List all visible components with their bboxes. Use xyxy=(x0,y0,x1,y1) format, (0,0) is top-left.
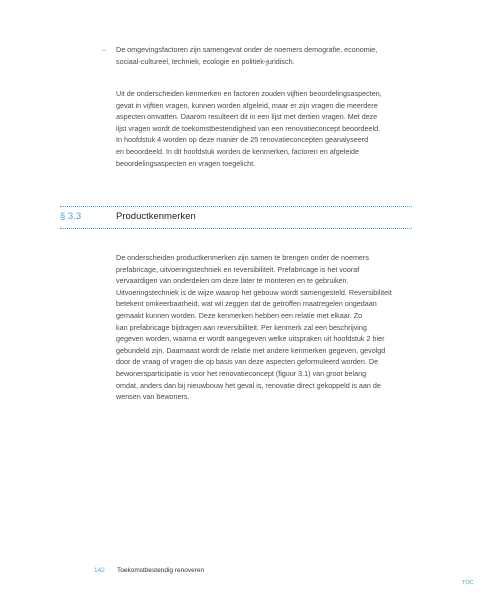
section-divider-top xyxy=(60,206,412,207)
bullet-line: De omgevingsfactoren zijn samengevat onder de noemers demografie, economie, xyxy=(116,45,378,54)
paragraph-line: door de vraag of vragen die op basis van deze aspecten geformuleerd worden. De xyxy=(116,357,379,367)
paragraph-productkenmerken xyxy=(116,252,408,403)
paragraph-line: Uit de onderscheiden kenmerken en factoren zouden vijftien beoordelingsaspecten, xyxy=(116,89,382,98)
paragraph-line: aspecten omvatten. Daarom resulteert dit in een lijst met dertien vragen. Met deze xyxy=(116,112,378,122)
footer-title: Toekomstbestendig renoveren xyxy=(117,567,205,574)
paragraph-line: In hoofdstuk 4 worden op deze manier de 25 renovatieconcepten geanalyseerd xyxy=(116,135,369,145)
bullet-text xyxy=(102,44,402,68)
paragraph-line: gemaakt kunnen worden. Deze kenmerken hebben een relatie met elkaar. Zo xyxy=(116,310,363,320)
paragraph-line: wensen van bewoners. xyxy=(116,392,190,402)
paragraph-line: vervaardigen van onderdelen om deze later te monteren en te gebruiken. xyxy=(116,276,349,286)
paragraph-line: kan prefabricage bijdragen aan reversibiliteit. Per kenmerk zal een beschrijving xyxy=(116,322,367,332)
section-number: § 3.3 xyxy=(60,211,82,222)
bullet-line: sociaal-cultureel, techniek, ecologie en politiek-juridisch. xyxy=(116,57,295,66)
bullet-dash: – xyxy=(102,45,106,54)
section-title: Productkenmerken xyxy=(116,211,196,222)
paragraph-line: gevat in vijftien vragen, kunnen worden afgeleid, maar er zijn vragen die meerdere xyxy=(116,100,378,110)
paragraph-line: De onderscheiden productkenmerken zijn samen te brengen onder de noemers xyxy=(116,253,369,262)
paragraph-line: prefabricage, uitvoeringstechniek en reversibiliteit. Prefabricage is het vooraf xyxy=(116,264,360,274)
toc-link[interactable]: TOC xyxy=(462,580,474,586)
paragraph-line: gebundeld zijn. Daarnaast wordt de relatie met andere kenmerken gegeven, gevolgd xyxy=(116,345,386,355)
paragraph-line: en beoordeeld. In dit hoofdstuk worden de kenmerken, factoren en afgeleide xyxy=(116,146,359,156)
paragraph-line: betekent omkeerbaarheid, wat wil zeggen dat de getroffen maatregelen ongedaan xyxy=(116,299,377,309)
paragraph-intro xyxy=(116,88,408,169)
page-number: 142 xyxy=(94,567,105,574)
paragraph-line: Uitvoeringstechniek is de wijze waarop het gebouw wordt samengesteld. Reversibiliteit xyxy=(116,287,392,297)
paragraph-line: lijst vragen wordt de toekomstbestendigheid van een renovatieconcept beoordeeld. xyxy=(116,123,381,133)
section-divider-bottom xyxy=(60,228,412,229)
paragraph-line: bewonersparticipatie is voor het renovatieconcept (figuur 3.1) van groot belang xyxy=(116,368,367,378)
paragraph-line: omdat, anders dan bij nieuwbouw het geval is, renovatie direct gekoppeld is aan de xyxy=(116,380,381,390)
paragraph-line: beoordelingsaspecten en vragen toegelicht. xyxy=(116,158,256,168)
paragraph-line: gegeven worden, waarna er wordt aangegeven welke uitspraken uit hoofdstuk 2 hier xyxy=(116,334,385,344)
bullet-item xyxy=(102,44,402,68)
